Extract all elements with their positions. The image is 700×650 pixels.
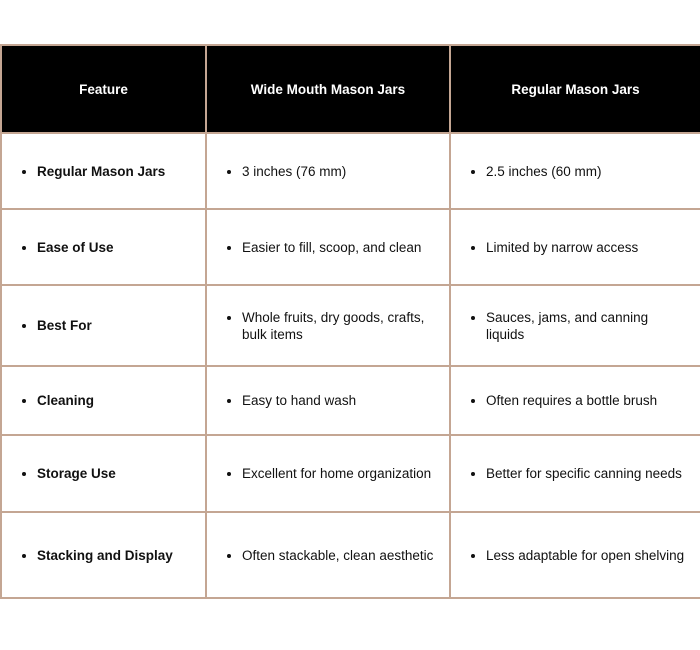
feature-cell (1, 133, 206, 209)
wide-mouth-value: • Whole fruits, dry goods, crafts, bulk items (242, 309, 439, 343)
regular-value: • Often requires a bottle brush (486, 392, 690, 409)
regular-cell (450, 285, 700, 366)
wide-mouth-cell (206, 435, 450, 512)
regular-cell (450, 366, 700, 435)
comparison-table (0, 44, 700, 599)
wide-mouth-cell (206, 512, 450, 598)
feature-cell (1, 512, 206, 598)
wide-mouth-cell (206, 366, 450, 435)
table-row (1, 285, 700, 366)
wide-mouth-cell (206, 133, 450, 209)
feature-label: • Stacking and Display (37, 547, 195, 564)
regular-cell (450, 435, 700, 512)
regular-value: • Better for specific canning needs (486, 465, 690, 482)
header-regular: Regular Mason Jars (450, 45, 700, 133)
header-row (1, 45, 700, 133)
feature-label: • Best For (37, 317, 195, 334)
wide-mouth-value: • Excellent for home organization (242, 465, 439, 482)
table-row (1, 512, 700, 598)
wide-mouth-value: • 3 inches (76 mm) (242, 163, 439, 180)
wide-mouth-cell (206, 285, 450, 366)
regular-cell (450, 133, 700, 209)
header-feature: Feature (1, 45, 206, 133)
comparison-table-wrapper (0, 44, 700, 599)
feature-label: • Cleaning (37, 392, 195, 409)
regular-value: • 2.5 inches (60 mm) (486, 163, 690, 180)
regular-cell (450, 512, 700, 598)
table-row (1, 366, 700, 435)
feature-cell (1, 435, 206, 512)
feature-label: • Storage Use (37, 465, 195, 482)
feature-label: • Regular Mason Jars (37, 163, 195, 180)
table-body (1, 133, 700, 598)
feature-cell (1, 209, 206, 285)
wide-mouth-value: • Often stackable, clean aesthetic (242, 547, 439, 564)
wide-mouth-value: • Easier to fill, scoop, and clean (242, 239, 439, 256)
table-row (1, 133, 700, 209)
regular-value: • Limited by narrow access (486, 239, 690, 256)
feature-cell (1, 366, 206, 435)
table-header (1, 45, 700, 133)
table-row (1, 209, 700, 285)
feature-cell (1, 285, 206, 366)
regular-cell (450, 209, 700, 285)
regular-value: • Sauces, jams, and canning liquids (486, 309, 690, 343)
table-row (1, 435, 700, 512)
regular-value: • Less adaptable for open shelving (486, 547, 690, 564)
wide-mouth-value: • Easy to hand wash (242, 392, 439, 409)
header-wide-mouth: Wide Mouth Mason Jars (206, 45, 450, 133)
wide-mouth-cell (206, 209, 450, 285)
feature-label: • Ease of Use (37, 239, 195, 256)
